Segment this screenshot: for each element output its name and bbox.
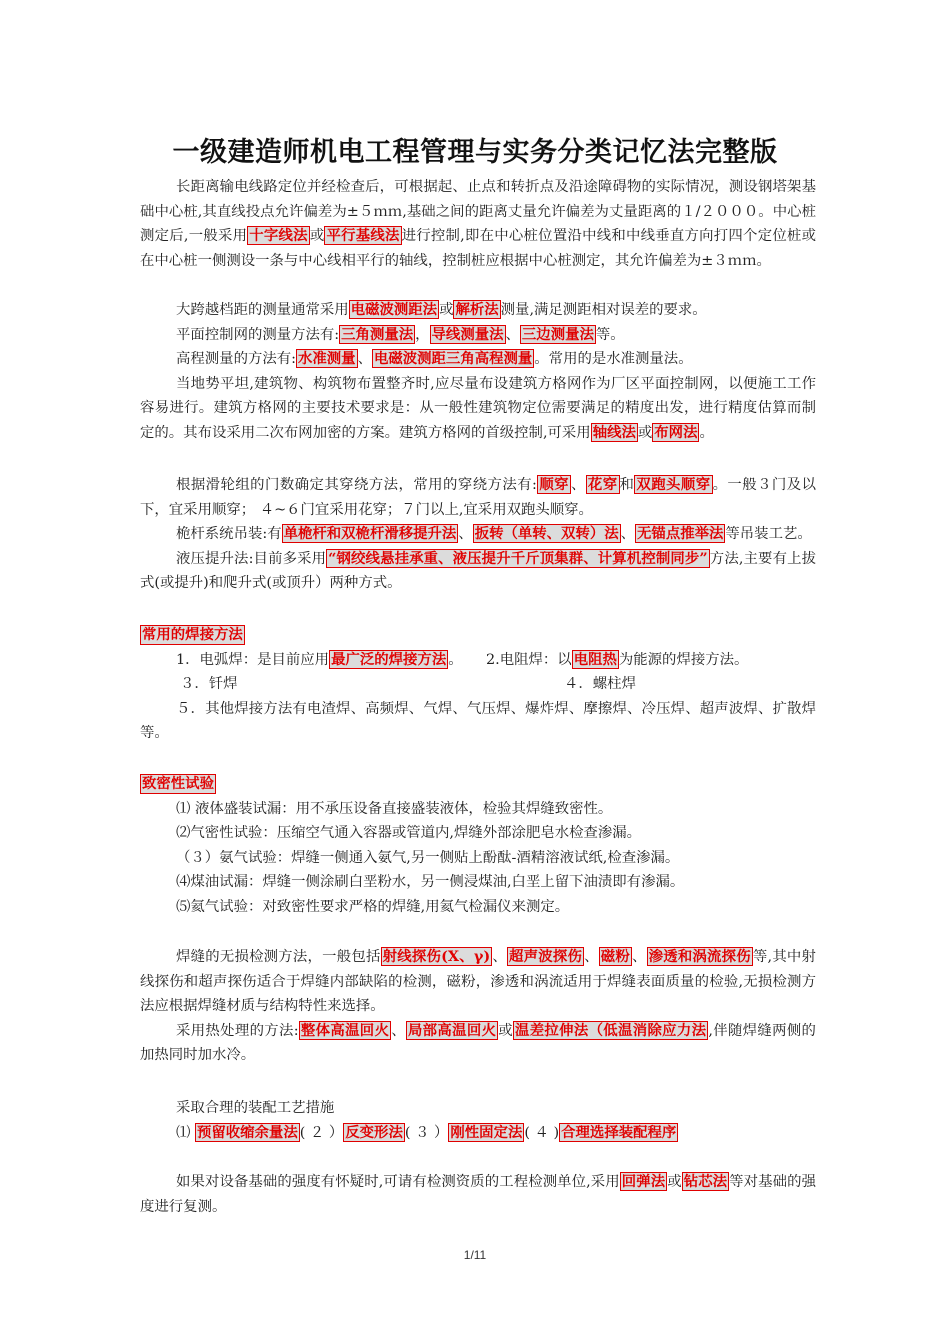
text: 、 — [505, 326, 520, 343]
highlight: 回弹法 — [621, 1173, 666, 1190]
list-row — [140, 672, 816, 697]
text: ( ３ ） — [404, 1124, 449, 1141]
section-heading: 常用的焊接方法 — [142, 626, 243, 643]
section-heading: 致密性试验 — [142, 775, 214, 792]
text: 等。 — [595, 326, 625, 343]
highlight: 磁粉 — [600, 948, 630, 965]
highlight: 电阻热 — [573, 650, 617, 668]
text: 液压提升法:目前多采用 — [176, 550, 327, 567]
highlight: 单桅杆和双桅杆滑移提升法 — [283, 525, 457, 542]
paragraph — [140, 372, 816, 446]
text: 。常用的是水准测量法。 — [534, 351, 693, 367]
text: 进行控制,即在中心桩位置沿中线和中线垂直方向打四个定位桩或在中心桩一侧测设一条与中心线相平行的轴线，控制桩应根据中心桩测定，其允许偏差为±３ｍｍ。 — [140, 228, 816, 269]
page-title: 一级建造师机电工程管理与实务分类记忆法完整版 — [172, 137, 778, 168]
text: 等吊装工艺。 — [725, 526, 812, 542]
text: 如果对设备基础的强度有怀疑时,可请有检测资质的工程检测单位,采用 — [176, 1174, 620, 1190]
paragraph — [140, 1121, 816, 1146]
section-ndt — [140, 945, 816, 1068]
highlight: 三角测量法 — [341, 325, 414, 343]
section-assembly — [140, 1096, 816, 1145]
para-hoisting — [140, 473, 816, 596]
text: 或 — [439, 302, 454, 318]
text: 桅杆系统吊装:有 — [176, 526, 282, 542]
para-survey-methods — [140, 298, 816, 445]
highlight: 扳转（单转、双转）法 — [474, 525, 619, 542]
paragraph: 采取合理的装配工艺措施 — [176, 1100, 335, 1116]
paragraph — [140, 347, 816, 372]
highlight: 局部高温回火 — [407, 1021, 497, 1039]
text: 平面控制网的测量方法有: — [176, 326, 340, 343]
text: 或 — [637, 424, 653, 441]
highlight: 反变形法 — [345, 1123, 403, 1141]
text: 、 — [492, 949, 508, 965]
text: 或 — [498, 1022, 513, 1039]
text: 、 — [584, 949, 599, 965]
text: 大跨越档距的测量通常采用 — [176, 302, 349, 318]
highlight: 整体高温回火 — [300, 1021, 390, 1039]
paragraph — [140, 522, 816, 547]
section-welding-methods — [140, 623, 816, 746]
highlight: 水准测量 — [297, 350, 356, 367]
text: 或 — [667, 1174, 682, 1190]
highlight: “钢绞线悬挂承重、液压提升千斤顶集群、计算机控制同步” — [328, 549, 708, 567]
highlight: 温差拉伸法（低温消除应力法 — [514, 1021, 707, 1039]
highlight: 电磁波测距三角高程测量 — [373, 350, 533, 367]
list-item: ⑷煤油试漏：焊缝一侧涂刷白垩粉水，另一侧浸煤油,白垩上留下油渍即有渗漏。 — [176, 874, 685, 890]
text: 长距离输电线路定位并经检查后，可根据起、止点和转折点及沿途障碍物的实际情况，测设钢塔架基础中心桩,其直线投点允许偏差为±５ｍｍ,基础之间的距离丈量允许偏差为丈量距离的１/２０００。中心桩测定后,一般采用 — [140, 179, 816, 244]
highlight: 射线探伤(X、γ) — [382, 948, 491, 965]
paragraph — [140, 945, 816, 1019]
highlight: 预留收缩余量法 — [196, 1123, 298, 1141]
highlight: 双跑头顺穿 — [636, 476, 711, 493]
list-row — [140, 648, 816, 673]
paragraph — [140, 547, 816, 596]
paragraph — [140, 1170, 816, 1219]
text: 焊缝的无损检测方法，一般包括 — [176, 949, 381, 965]
paragraph — [140, 323, 816, 348]
text: 。一般３门及以下，宜采用顺穿； ４~６门宜采用花穿；７门以上,宜采用双跑头顺穿。 — [140, 477, 816, 518]
text: ( ２ ） — [299, 1124, 344, 1141]
paragraph — [140, 473, 816, 522]
highlight: 刚性固定法 — [450, 1123, 523, 1141]
highlight: 三边测量法 — [521, 325, 594, 343]
highlight: 超声波探伤 — [509, 948, 583, 965]
text: 或 — [309, 228, 325, 244]
paragraph — [140, 175, 816, 273]
text: 和 — [619, 477, 635, 493]
highlight: 钻芯法 — [683, 1173, 728, 1190]
section-tightness-test — [140, 772, 816, 919]
text: 根据滑轮组的门数确定其穿绕方法，常用的穿绕方法有: — [176, 477, 537, 493]
list-item — [176, 648, 463, 673]
text: 、 — [391, 1022, 406, 1039]
text: 为能源的焊接方法。 — [618, 651, 749, 668]
highlight: 十字线法 — [249, 227, 308, 244]
highlight: 合理选择装配程序 — [561, 1123, 677, 1141]
text: ( ４ ) — [524, 1124, 560, 1141]
text: 。 — [699, 424, 714, 441]
text: 方法,主要有上拔式(或提升)和爬升式(或顶升）两种方式。 — [140, 550, 816, 591]
text: ,伴随焊缝两侧的加热同时加水冷。 — [140, 1022, 816, 1063]
highlight: 最广泛的焊接方法 — [331, 650, 447, 668]
text: ⑴ — [176, 1124, 195, 1141]
highlight: 平行基线法 — [326, 227, 400, 244]
text: 当地势平坦,建筑物、构筑物布置整齐时,应尽量布设建筑方格网作为厂区平面控制网，以便施工工作容易进行。建筑方格网的主要技术要求是：从一般性建筑物定位需要满足的精度出发，进行精度估算而制定的。其布设采用二次布网加密的方案。建筑方格网的首级控制,可采用 — [140, 375, 816, 441]
highlight: 花穿 — [587, 476, 618, 493]
text: 2.电阻焊：以 — [486, 651, 572, 668]
text: 。 — [448, 651, 463, 668]
paragraph — [140, 298, 816, 323]
highlight: 解析法 — [455, 301, 499, 318]
text: 、 — [631, 949, 647, 965]
text: 等,其中射线探伤和超声探伤适合于焊缝内部缺陷的检测，磁粉，渗透和涡流适用于焊缝表面质量的检验,无损检测方法应根据焊缝材质与结构特性来选择。 — [140, 949, 816, 1014]
text: 、 — [620, 526, 636, 542]
list-item: ５．其他焊接方法有电渣焊、高频焊、气焊、气压焊、爆炸焊、摩擦焊、冷压焊、超声波焊、扩散焊等。 — [140, 700, 816, 741]
text: 采用热处理的方法: — [176, 1022, 299, 1039]
list-item: （３）氨气试验：焊缝一侧通入氨气,另一侧贴上酚酞-酒精溶液试纸,检查渗漏。 — [176, 849, 680, 866]
text: 测量,满足测距相对误差的要求。 — [500, 302, 707, 318]
para-transmission-line — [140, 175, 816, 273]
text: 、 — [357, 351, 372, 367]
list-item — [486, 648, 748, 673]
text: 、 — [571, 477, 586, 493]
highlight: 布网法 — [654, 423, 698, 441]
text: 高程测量的方法有: — [176, 351, 296, 367]
text: ， — [415, 326, 430, 343]
paragraph — [140, 1019, 816, 1068]
list-item: ４．螺柱焊 — [564, 676, 636, 692]
page-number: 1/11 — [463, 1248, 487, 1262]
list-item: ⑵气密性试验：压缩空气通入容器或管道内,焊缝外部涂肥皂水检查渗漏。 — [176, 825, 642, 841]
highlight: 导线测量法 — [431, 325, 504, 343]
text: 1．电弧焊：是目前应用 — [176, 651, 330, 668]
text: 、 — [458, 526, 473, 542]
text: 等对基础的强度进行复测。 — [140, 1174, 816, 1215]
highlight: 渗透和涡流探伤 — [648, 948, 751, 965]
highlight: 无锚点推举法 — [637, 525, 724, 542]
section-foundation — [140, 1170, 816, 1219]
highlight: 电磁波测距法 — [350, 301, 438, 318]
list-item: ３．钎焊 — [180, 676, 238, 692]
highlight: 轴线法 — [592, 423, 636, 441]
highlight: 顺穿 — [538, 476, 570, 493]
list-item: ⑸氦气试验：对致密性要求严格的焊缝,用氦气检漏仪来测定。 — [176, 898, 570, 915]
list-item: ⑴ 液体盛装试漏：用不承压设备直接盛装液体，检验其焊缝致密性。 — [176, 800, 613, 817]
